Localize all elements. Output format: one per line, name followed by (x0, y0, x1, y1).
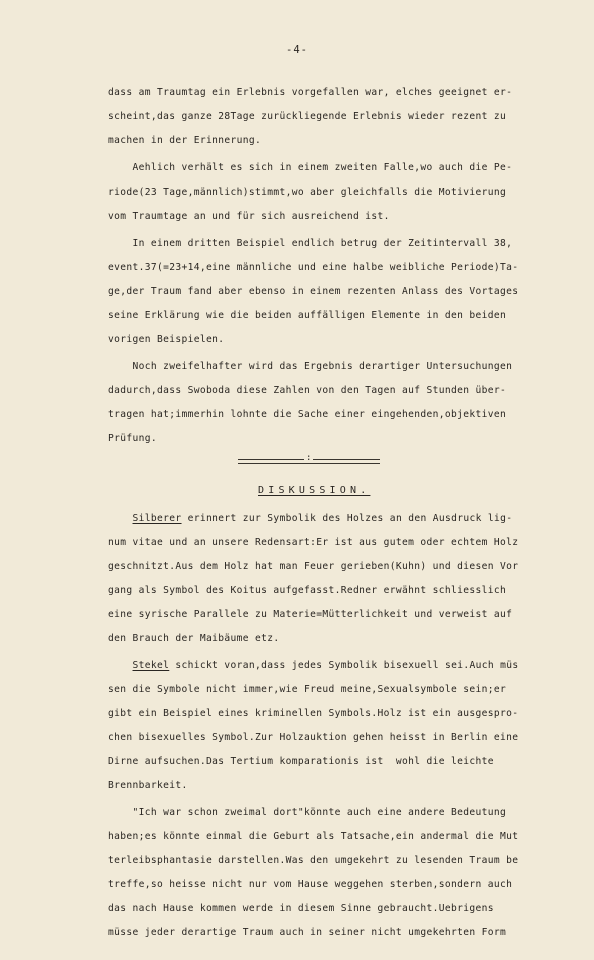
text-line: tragen hat;immerhin lohnte die Sache einer eingehenden,objektiven (108, 409, 507, 420)
text-line: vorigen Beispielen. (108, 334, 225, 345)
text-line: treffe,so heisse nicht nur vom Hause weggehen sterben,sondern auch (108, 879, 513, 890)
text-line: eine syrische Parallele zu Materie=Mütterlichkeit und verweist auf (108, 609, 513, 620)
text-line: machen in der Erinnerung. (108, 135, 262, 146)
page-number: -4- (286, 44, 308, 56)
text-line: Brennbarkeit. (108, 780, 188, 791)
text-line: gibt ein Beispiel eines kriminellen Symbols.Holz ist ein ausgespro- (108, 708, 519, 719)
text-line: vom Traumtage an und für sich ausreichend ist. (108, 211, 390, 222)
text-line: Aehlich verhält es sich in einem zweiten Falle,wo auch die Pe- (108, 162, 513, 173)
text-line: gang als Symbol des Koitus aufgefasst.Redner erwähnt schliesslich (108, 585, 507, 596)
section-separator (238, 453, 380, 467)
text-line: ge,der Traum fand aber ebenso in einem rezenten Anlass des Vortages (108, 286, 519, 297)
text-line: Dirne aufsuchen.Das Tertium komparationis ist wohl die leichte (108, 756, 494, 767)
text-line: "Ich war schon zweimal dort"könnte auch eine andere Bedeutung (108, 807, 507, 818)
speaker-name: Silberer (132, 513, 182, 524)
text-line: den Brauch der Maibäume etz. (108, 633, 280, 644)
text-line: In einem dritten Beispiel endlich betrug der Zeitintervall 38, (108, 238, 513, 249)
text-line: dadurch,dass Swoboda diese Zahlen von den Tagen auf Stunden über- (108, 385, 507, 396)
text-line: dass am Traumtag ein Erlebnis vorgefallen war, elches geeignet er- (108, 87, 513, 98)
text-line: riode(23 Tage,männlich)stimmt,wo aber gleichfalls die Motivierung (108, 187, 507, 198)
text-line: seine Erklärung wie die beiden auffälligen Elemente in den beiden (108, 310, 507, 321)
section-heading: DISKUSSION. (258, 485, 371, 496)
text-line: terleibsphantasie darstellen.Was den umgekehrt zu lesenden Traum be (108, 855, 519, 866)
text-line: scheint,das ganze 28Tage zurückliegende Erlebnis wieder rezent zu (108, 111, 507, 122)
text-line: geschnitzt.Aus dem Holz hat man Feuer gerieben(Kuhn) und diesen Vor (108, 561, 519, 572)
text-line: Noch zweifelhafter wird das Ergebnis derartiger Untersuchungen (108, 361, 513, 372)
text-line: müsse jeder derartige Traum auch in seiner nicht umgekehrten Form (108, 927, 507, 938)
text-line: event.37(=23+14,eine männliche und eine halbe weibliche Periode)Ta- (108, 262, 519, 273)
text-line: chen bisexuelles Symbol.Zur Holzauktion gehen heisst in Berlin eine (108, 732, 519, 743)
speaker-name: Stekel (132, 660, 170, 671)
text-line: num vitae und an unsere Redensart:Er ist aus gutem oder echtem Holz (108, 537, 519, 548)
text-line: Prüfung. (108, 433, 158, 444)
text-line: sen die Symbole nicht immer,wie Freud meine,Sexualsymbole sein;er (108, 684, 507, 695)
separator-mark: : (306, 453, 312, 463)
text-line: das nach Hause kommen werde in diesem Sinne gebraucht.Uebrigens (108, 903, 494, 914)
text-line: Stekel schickt voran,dass jedes Symbolik bisexuell sei.Auch müs (132, 660, 519, 671)
text-line: Silberer erinnert zur Symbolik des Holzes an den Ausdruck lig- (132, 513, 513, 524)
text-line: haben;es könnte einmal die Geburt als Tatsache,ein andermal die Mut (108, 831, 519, 842)
